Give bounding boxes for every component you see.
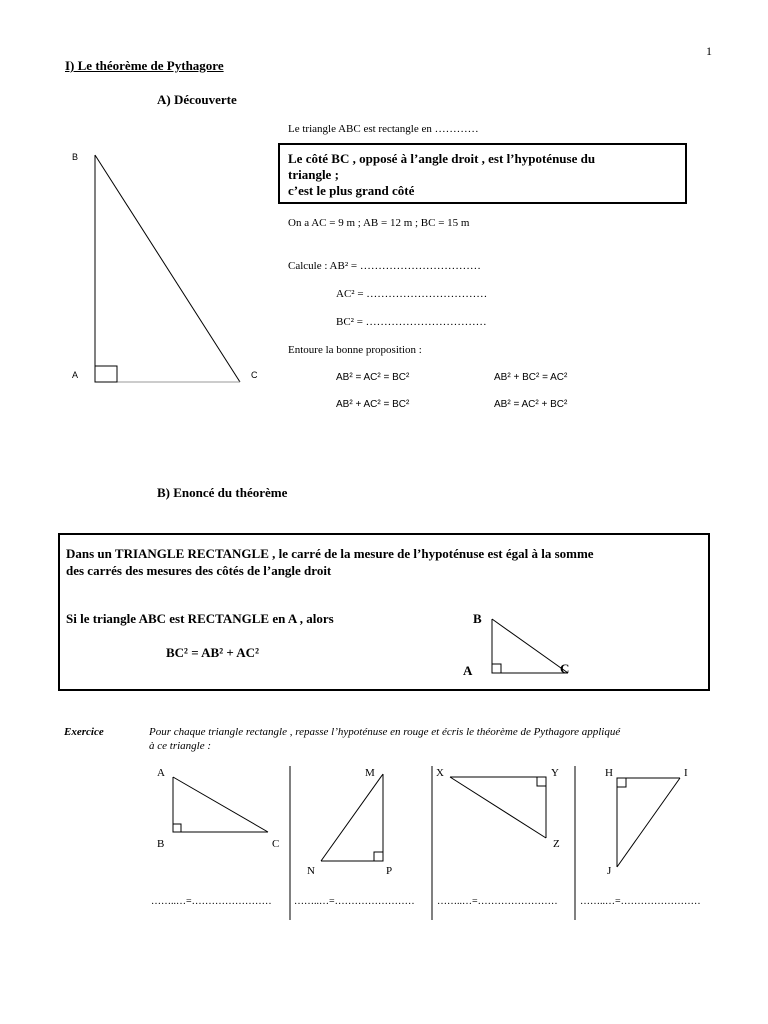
calc-bc: BC² = …………………………… [336,316,487,328]
ex1-label-a: A [157,767,165,779]
exercise-instruction-2: à ce triangle : [149,740,212,752]
choose-instruction: Entoure la bonne proposition : [288,344,422,356]
section-a-title: A) Découverte [157,92,237,107]
theorem-condition: Si le triangle ABC est RECTANGLE en A , alors [66,611,334,626]
given-values: On a AC = 9 m ; AB = 12 m ; BC = 15 m [288,217,470,229]
ex1-label-c: C [272,838,280,850]
ex1-label-b: B [157,838,165,850]
exercise-triangle-hij [617,778,680,867]
calc-ac: AC² = …………………………… [336,288,488,300]
vertex-label-c: C [251,370,258,380]
ex2-answer-line[interactable]: ……..…=…………………… [294,896,415,907]
calc-ab: Calcule : AB² = …………………………… [288,260,481,272]
theorem-formula: BC² = AB² + AC² [166,645,259,660]
ex4-label-j: J [607,865,612,877]
exercise-instruction-1: Pour chaque triangle rectangle , repasse l’hypoténuse en rouge et écris le théorème de Pythagore appliqué [149,726,621,738]
theorem-line-2: des carrés des mesures des côtés de l’angle droit [66,563,332,578]
ex1-answer-line[interactable]: ……..…=…………………… [151,896,272,907]
ex2-label-p: P [386,865,393,877]
section-b-title: B) Enoncé du théorème [157,485,288,500]
ex4-answer-line[interactable]: ……..…=…………………… [580,896,701,907]
option-2[interactable]: AB² + BC² = AC² [494,372,568,383]
ex3-label-z: Z [553,838,560,850]
small-vertex-b: B [473,611,482,626]
exercise-triangle-mnp [321,774,383,861]
theorem-line-1: Dans un TRIANGLE RECTANGLE , le carré de la mesure de l’hypoténuse est égal à la somme [66,546,594,561]
box-line-2: triangle ; [288,167,339,182]
option-3[interactable]: AB² + AC² = BC² [336,399,410,410]
small-vertex-a: A [463,663,473,678]
exercise-label: Exercice [64,726,104,738]
vertex-label-b: B [72,152,79,162]
box-line-1: Le côté BC , opposé à l’angle droit , est l’hypoténuse du [288,151,596,166]
ex3-label-x: X [436,767,444,779]
page-heading: I) Le théorème de Pythagore [65,58,224,73]
ex2-label-n: N [307,865,315,877]
small-vertex-c: C [560,661,570,676]
box-line-3: c’est le plus grand côté [288,183,415,198]
intro-text: Le triangle ABC est rectangle en ………… [288,123,479,135]
ex3-answer-line[interactable]: ……..…=…………………… [437,896,558,907]
option-1[interactable]: AB² = AC² = BC² [336,372,410,383]
vertex-label-a: A [72,370,79,380]
exercise-triangle-xyz [450,777,546,838]
page-number: 1 [706,44,712,58]
ex2-label-m: M [365,767,375,779]
exercise-triangle-abc [173,777,268,832]
ex3-label-y: Y [551,767,559,779]
option-4[interactable]: AB² = AC² + BC² [494,399,568,410]
ex4-label-h: H [605,767,613,779]
ex4-label-i: I [684,767,688,779]
